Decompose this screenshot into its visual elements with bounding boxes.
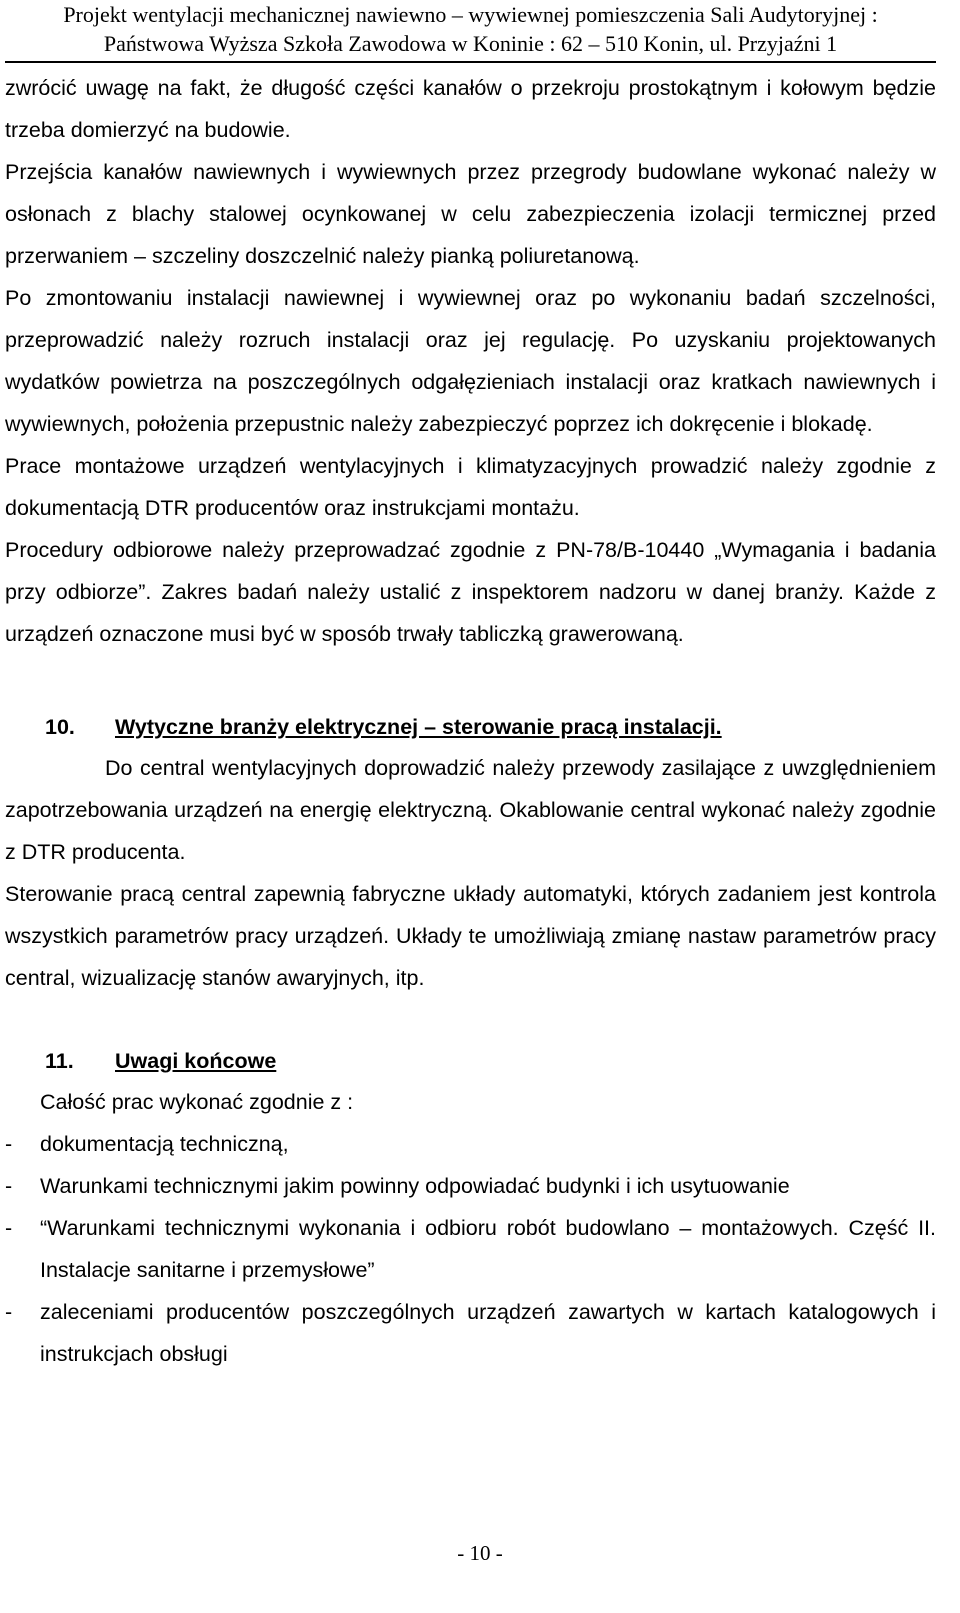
list-item: [5, 1291, 936, 1375]
section-11-title: Uwagi końcowe: [115, 1049, 277, 1073]
list-item-text: zaleceniami producentów poszczególnych urządzeń zawartych w kartach katalogowych i instrukcjach obsługi: [40, 1300, 936, 1366]
section-11-intro: Całość prac wykonać zgodnie z :: [40, 1090, 354, 1114]
section-10-heading: [5, 707, 936, 747]
list-item: [5, 1165, 936, 1207]
header-line-1: Projekt wentylacji mechanicznej nawiewno – wywiewnej pomieszczenia Sali Audytoryjnej :: [63, 2, 878, 27]
paragraph-commissioning: Po zmontowaniu instalacji nawiewnej i wywiewnej oraz po wykonaniu badań szczelności, przeprowadzić należy rozruch instalacji oraz jej regulację. Po uzyskaniu projektowanych wydatków powietrza na poszczególnych odgałęzieniach instalacji oraz kratkach nawiewnych i wywiewnych, położenia przepustnic należy zabezpieczyć poprzez ich dokręcenie i blokadę.: [5, 286, 936, 436]
list-item: [5, 1207, 936, 1291]
list-dash: -: [5, 1216, 13, 1240]
section-10-paragraph-1: Do central wentylacyjnych doprowadzić należy przewody zasilające z uwzględnieniem zapotrzebowania urządzeń na energię elektryczną. Okablowanie central wykonać należy zgodnie z DTR producenta.: [5, 756, 936, 864]
list-item: [5, 1123, 936, 1165]
header-rule: [5, 61, 936, 63]
running-header: [5, 0, 936, 58]
section-10-paragraph-2: Sterowanie pracą central zapewnią fabryczne układy automatyki, których zadaniem jest kontrola wszystkich parametrów pracy urządzeń. Układy te umożliwiają zmianę nastaw parametrów pracy central, wizualizację stanów awaryjnych, itp.: [5, 882, 936, 990]
list-dash: -: [5, 1132, 13, 1156]
list-item-text: Warunkami technicznymi jakim powinny odpowiadać budynki i ich usytuowanie: [40, 1174, 790, 1198]
section-10-title: Wytyczne branży elektrycznej – sterowanie pracą instalacji.: [115, 715, 722, 739]
list-dash: -: [5, 1174, 13, 1198]
list-item-text: dokumentacją techniczną,: [40, 1132, 289, 1156]
page-number: - 10 -: [457, 1541, 503, 1565]
section-11-heading: [5, 1041, 936, 1081]
section-11-number: 11.: [45, 1049, 74, 1073]
list-item-text: “Warunkami technicznymi wykonania i odbioru robót budowlano – montażowych. Część II. Instalacje sanitarne i przemysłowe”: [40, 1216, 936, 1282]
paragraph-ducts-measure: zwrócić uwagę na fakt, że długość części kanałów o przekroju prostokątnym i kołowym będzie trzeba domierzyć na budowie.: [5, 76, 936, 142]
list-dash: -: [5, 1300, 13, 1324]
paragraph-acceptance: Procedury odbiorowe należy przeprowadzać zgodnie z PN-78/B-10440 „Wymagania i badania przy odbiorze”. Zakres badań należy ustalić z inspektorem nadzoru w danej branży. Każde z urządzeń oznaczone musi być w sposób trwały tabliczką grawerowaną.: [5, 538, 936, 646]
section-10-number: 10.: [45, 715, 75, 739]
paragraph-duct-passages: Przejścia kanałów nawiewnych i wywiewnych przez przegrody budowlane wykonać należy w osłonach z blachy stalowej ocynkowanej w celu zabezpieczenia izolacji termicznej przed przerwaniem – szczeliny doszczelnić należy pianką poliuretanową.: [5, 160, 936, 268]
paragraph-installation-works: Prace montażowe urządzeń wentylacyjnych i klimatyzacyjnych prowadzić należy zgodnie z dokumentacją DTR producentów oraz instrukcjami montażu.: [5, 454, 936, 520]
header-line-2: Państwowa Wyższa Szkoła Zawodowa w Koninie : 62 – 510 Konin, ul. Przyjaźni 1: [103, 31, 838, 56]
